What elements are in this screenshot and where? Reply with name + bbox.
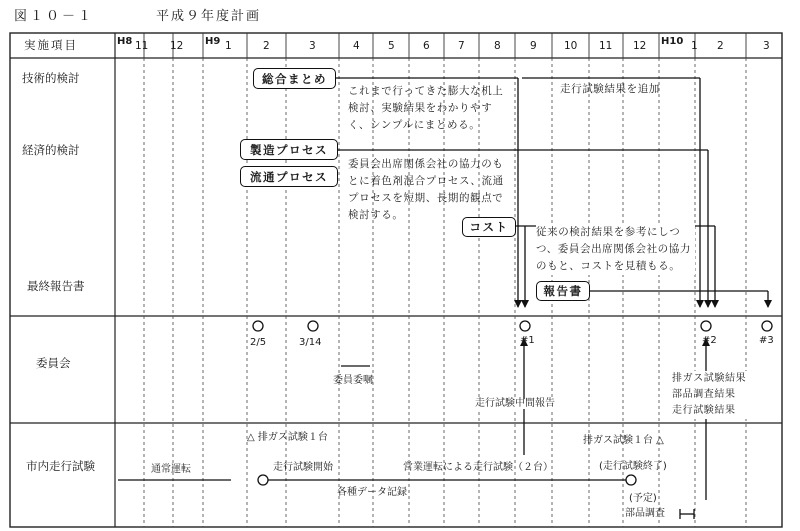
meeting-marker-1	[520, 321, 530, 331]
month-label: 9	[530, 40, 537, 52]
month-label: 3	[309, 40, 316, 52]
meeting-number-1: #1	[520, 335, 535, 346]
summary-box: 総合まとめ	[253, 68, 336, 89]
figure-label: 図１０－１	[14, 9, 95, 24]
meeting-number-2: #2	[702, 335, 717, 346]
month-label: 3	[763, 40, 770, 52]
emission-test-2-label: 排ガス試験１台 △	[583, 435, 664, 446]
meeting-marker-2	[701, 321, 711, 331]
era-mark-h8: H8	[117, 36, 133, 47]
commercial-test-label: 営業運転による走行試験（２台）	[403, 462, 553, 473]
meeting-date-feb: 2/5	[250, 337, 267, 348]
meeting-date-mar: 3/14	[299, 337, 322, 348]
month-label: 12	[633, 40, 647, 52]
meeting-marker-mar	[308, 321, 318, 331]
distribution-process-box: 流通プロセス	[240, 166, 338, 187]
month-label: 1	[691, 40, 698, 52]
emission-test-1-label: △ 排ガス試験１台	[247, 432, 328, 443]
meeting-marker-feb	[253, 321, 263, 331]
test-start-marker	[258, 475, 268, 485]
month-label: 1	[225, 40, 232, 52]
process-note: 委員会出席関係会社の協力のも とに着色剤混合プロセス、流通 プロセスを短期、長期的観点で 検討する。	[348, 158, 504, 221]
month-label: 5	[388, 40, 395, 52]
report-box: 報告書	[536, 281, 590, 301]
month-label: 11	[135, 40, 149, 52]
test-end-marker	[626, 475, 636, 485]
normal-operation-label: 通常運転	[151, 464, 191, 475]
test-end-label: (走行試験終了)	[599, 461, 667, 472]
month-label: 11	[599, 40, 613, 52]
row-label-technical: 技術的検討	[22, 71, 80, 85]
row-label-final-report: 最終報告書	[27, 279, 85, 293]
summary-note: これまで行ってきた膨大な机上 検討、実験結果をわかりやす く、シンプルにまとめる。	[348, 85, 504, 131]
test-start-label: 走行試験開始	[273, 462, 333, 473]
parts-survey-label: 部品調査	[625, 508, 665, 519]
manufacturing-process-box: 製造プロセス	[240, 139, 338, 160]
era-mark-h10: H10	[661, 36, 684, 47]
flow-arrows	[118, 78, 768, 519]
header-separators	[144, 33, 746, 58]
month-label: 2	[717, 40, 724, 52]
month-label: 7	[458, 40, 465, 52]
month-label: 4	[353, 40, 360, 52]
era-mark-h9: H9	[205, 36, 221, 47]
month-label: 2	[263, 40, 270, 52]
meeting-marker-3	[762, 321, 772, 331]
drive-result-note: 走行試験結果を追加	[560, 83, 660, 95]
month-label: 6	[423, 40, 430, 52]
row-label-city-test: 市内走行試験	[26, 459, 95, 473]
meeting-number-3: #3	[759, 335, 774, 346]
cost-box: コスト	[462, 217, 516, 237]
month-label: 12	[170, 40, 184, 52]
final-report-items: 排ガス試験結果 部品調査結果 走行試験結果	[672, 371, 748, 419]
header-item-label: 実施項目	[24, 38, 78, 52]
cost-note: 従来の検討結果を参考にしつ つ、委員会出席関係会社の協力 のもと、コストを見積もる。	[536, 224, 695, 275]
interim-report-label: 走行試験中間報告	[475, 398, 555, 409]
figure-title: 平成９年度計画	[156, 9, 262, 24]
data-record-label: 各種データ記録	[337, 487, 407, 498]
month-label: 10	[564, 40, 578, 52]
row-label-economic: 経済的検討	[22, 143, 80, 157]
commission-label: 委員委嘱	[333, 375, 373, 386]
planned-label: (予定)	[629, 493, 657, 504]
month-label: 8	[494, 40, 501, 52]
row-label-committee: 委員会	[36, 356, 71, 370]
